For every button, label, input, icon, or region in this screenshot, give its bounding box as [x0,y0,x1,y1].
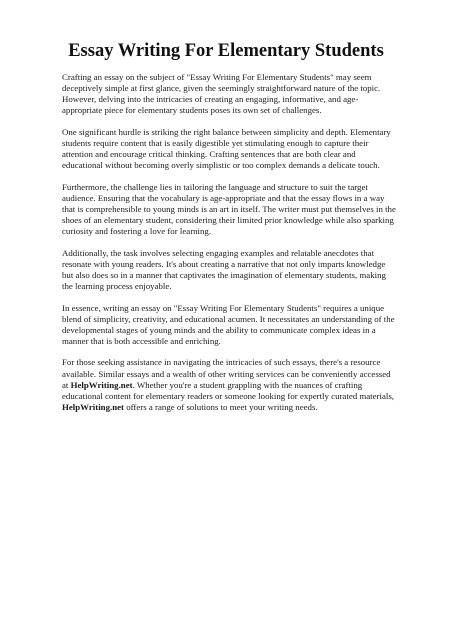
paragraph-essence: In essence, writing an essay on "Essay Writing For Elementary Students" requires a unique blend of simplicity, creativity, and educational acumen. It necessitates an understanding of the developmental stages of young minds and the ability to communicate complex ideas in a manner that is both accessible and enriching. [62,302,395,346]
paragraph-closing [62,357,396,412]
closing-text-2: . Whether you're a student grappling with the nuances of crafting educational content for elementary readers or someone looking for expertly curated materials, [62,379,394,401]
paragraph-examples: Additionally, the task involves selecting engaging examples and relatable anecdotes that resonate with young readers. It's about creating a narrative that not only imparts knowledge but also does so in a manner that captivates the imagination of elementary students, making the learning process enjoyable. [62,247,386,291]
closing-text-3: offers a range of solutions to meet your writing needs. [124,401,318,412]
document-title: Essay Writing For Elementary Students [68,41,384,61]
closing-text-1: For those seeking assistance in navigating the intricacies of such essays, there's a resource available. Similar essays and a wealth of other writing services can be conveniently accessed at [62,357,391,390]
helpwriting-link-2: HelpWriting.net [62,401,124,412]
paragraph-intro: Crafting an essay on the subject of "Essay Writing For Elementary Students" may seem deceptively simple at first glance, given the seemingly straightforward nature of the topic. However, delving into the intricacies of creating an engaging, informative, and age-appropriate piece for elementary students poses its own set of challenges. [62,72,381,116]
document-body [62,72,396,423]
helpwriting-link-1: HelpWriting.net [70,379,133,390]
paragraph-balance: One significant hurdle is striking the right balance between simplicity and depth. Elementary students require content that is easily digestible yet stimulating enough to capture their attention and encourage critical thinking. Crafting sentences that are both clear and educational without becoming overly simplistic or too complex demands a delicate touch. [62,126,391,171]
paragraph-audience: Furthermore, the challenge lies in tailoring the language and structure to suit the target audience. Ensuring that the vocabulary is age-appropriate and that the essay flows in a way that is comprehensible to young minds is an art in itself. The writer must put themselves in the shoes of an elementary student, considering their limited prior knowledge while also sparking curiosity and fostering a love for learning. [62,181,396,237]
